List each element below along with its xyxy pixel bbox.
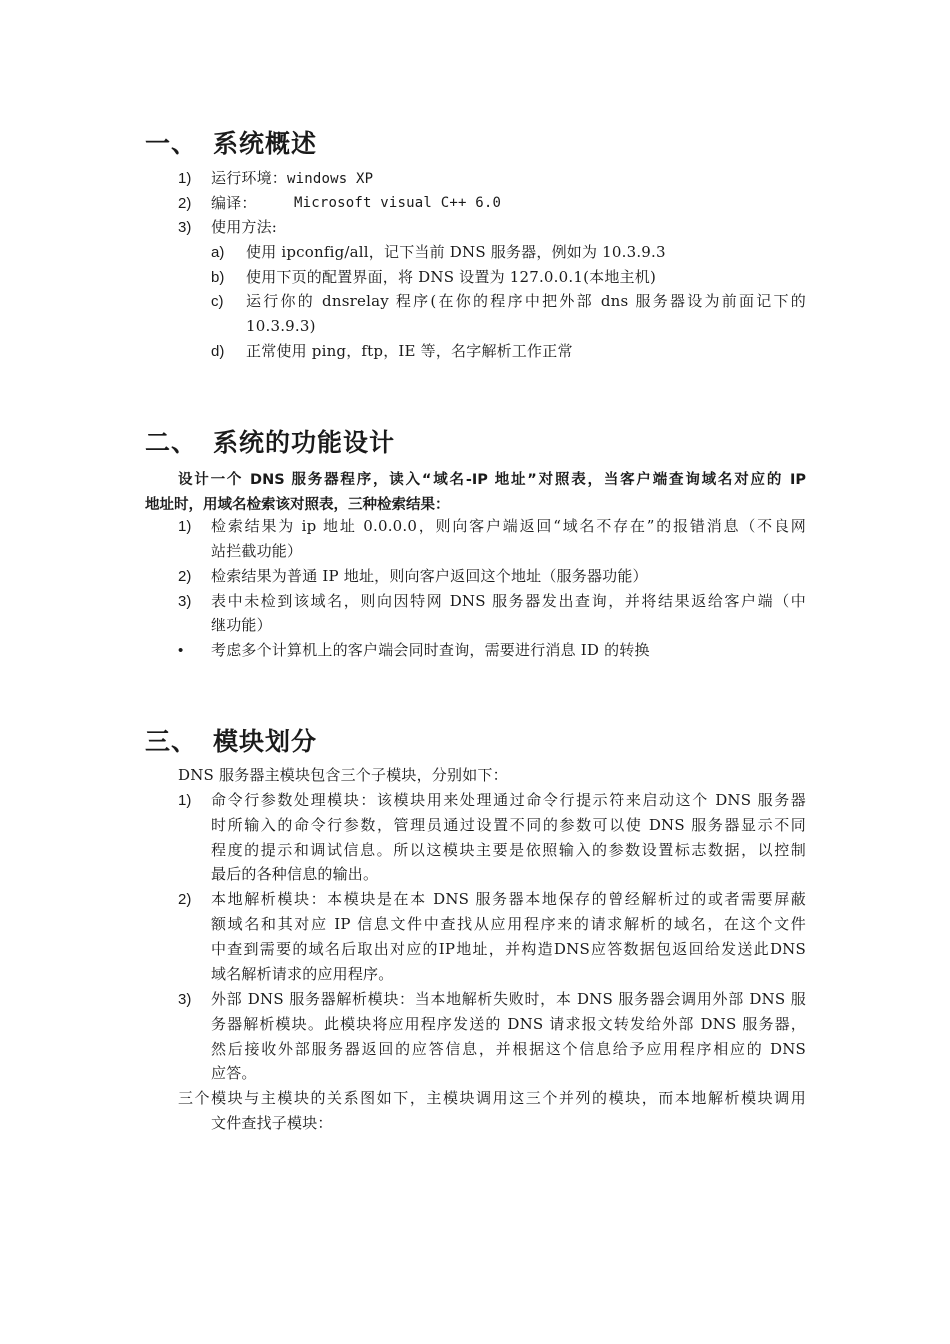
section-3-heading xyxy=(145,722,317,758)
list-item-continued: 站拦截功能） xyxy=(211,542,303,560)
section-2-heading xyxy=(145,423,395,459)
list-item-label: 运行环境： xyxy=(211,169,288,187)
sublist-marker: d) xyxy=(211,343,225,360)
sublist-item: 使用 ipconfig/all，记下当前 DNS 服务器，例如为 10.3.9.3 xyxy=(246,243,666,261)
bullet-icon: • xyxy=(178,642,184,659)
section-3-title: 模块划分 xyxy=(213,727,318,756)
list-item-continued: 然后接收外部服务器返回的应答信息，并根据这个信息给予应用程序相应的 DNS xyxy=(211,1040,806,1058)
list-item-label: 使用方法: xyxy=(211,218,278,236)
intro-paragraph-line: 地址时，用域名检索该对照表，三种检索结果： xyxy=(145,497,450,513)
list-item-continued: 继功能） xyxy=(211,616,272,634)
sublist-item-continued: 10.3.9.3) xyxy=(246,317,316,335)
list-marker: 3) xyxy=(178,593,192,610)
list-marker: 1) xyxy=(178,518,192,535)
list-marker: 1) xyxy=(178,170,192,187)
section-2-title: 系统的功能设计 xyxy=(213,428,396,457)
list-item-continued: 应答。 xyxy=(211,1064,257,1082)
list-marker: 3) xyxy=(178,991,192,1008)
list-item xyxy=(211,170,373,187)
section-1-heading xyxy=(145,124,317,160)
section-1-number: 一、 xyxy=(145,129,198,158)
list-item: 检索结果为普通 IP 地址，则向客户返回这个地址（服务器功能） xyxy=(211,567,648,585)
list-marker: 2) xyxy=(178,568,192,585)
sublist-item: 运行你的 dnsrelay 程序(在你的程序中把外部 dns 服务器设为前面记下的 xyxy=(246,292,806,310)
list-item-continued: 最后的各种信息的输出。 xyxy=(211,865,379,883)
sublist-marker: c) xyxy=(211,293,224,310)
list-marker: 1) xyxy=(178,792,192,809)
list-item-value: windows XP xyxy=(287,171,374,187)
section-2-number: 二、 xyxy=(145,428,198,457)
list-marker: 2) xyxy=(178,891,192,908)
list-item-continued: 中查到需要的域名后取出对应的IP地址，并构造DNS应答数据包返回给发送此DNS xyxy=(211,940,806,958)
outro-paragraph-line: 文件查找子模块： xyxy=(211,1114,333,1132)
list-item-continued: 域名解析请求的应用程序。 xyxy=(211,965,394,983)
list-item: 考虑多个计算机上的客户端会同时查询，需要进行消息 ID 的转换 xyxy=(211,641,650,659)
sublist-marker: b) xyxy=(211,269,225,286)
section-1-title: 系统概述 xyxy=(213,129,318,158)
sublist-item: 使用下页的配置界面，将 DNS 设置为 127.0.0.1(本地主机) xyxy=(246,268,657,286)
list-marker: 3) xyxy=(178,219,192,236)
intro-paragraph: DNS 服务器主模块包含三个子模块，分别如下： xyxy=(178,766,508,784)
outro-paragraph-line: 三个模块与主模块的关系图如下，主模块调用这三个并列的模块，而本地解析模块调用 xyxy=(178,1089,806,1107)
list-item-continued: 时所输入的命令行参数，管理员通过设置不同的参数可以使 DNS 服务器显示不同 xyxy=(211,816,806,834)
list-item-label: 编译： xyxy=(211,194,257,212)
intro-paragraph-line: 设计一个 DNS 服务器程序，读入“域名-IP 地址”对照表，当客户端查询域名对应的 IP xyxy=(178,472,806,488)
list-item: 表中未检到该域名，则向因特网 DNS 服务器发出查询，并将结果返给客户端（中 xyxy=(211,592,806,610)
list-item-continued: 程度的提示和调试信息。所以这模块主要是依照输入的参数设置标志数据，以控制 xyxy=(211,841,806,859)
list-item-continued: 额域名和其对应 IP 信息文件中查找从应用程序来的请求解析的域名，在这个文件 xyxy=(211,915,806,933)
list-item-continued: 务器解析模块。此模块将应用程序发送的 DNS 请求报文转发给外部 DNS 服务器， xyxy=(211,1015,806,1033)
list-marker: 2) xyxy=(178,195,192,212)
list-item: 检索结果为 ip 地址 0.0.0.0，则向客户端返回“域名不存在”的报错消息（不良网 xyxy=(211,517,806,535)
list-item: 本地解析模块：本模块是在本 DNS 服务器本地保存的曾经解析过的或者需要屏蔽 xyxy=(211,890,806,908)
sublist-marker: a) xyxy=(211,244,225,261)
list-item-value: Microsoft visual C++ 6.0 xyxy=(294,195,502,211)
list-item: 命令行参数处理模块：该模块用来处理通过命令行提示符来启动这个 DNS 服务器 xyxy=(211,791,806,809)
list-item: 外部 DNS 服务器解析模块：当本地解析失败时，本 DNS 服务器会调用外部 DNS 服 xyxy=(211,990,806,1008)
sublist-item: 正常使用 ping，ftp，IE 等，名字解析工作正常 xyxy=(246,342,573,360)
section-3-number: 三、 xyxy=(145,727,198,756)
